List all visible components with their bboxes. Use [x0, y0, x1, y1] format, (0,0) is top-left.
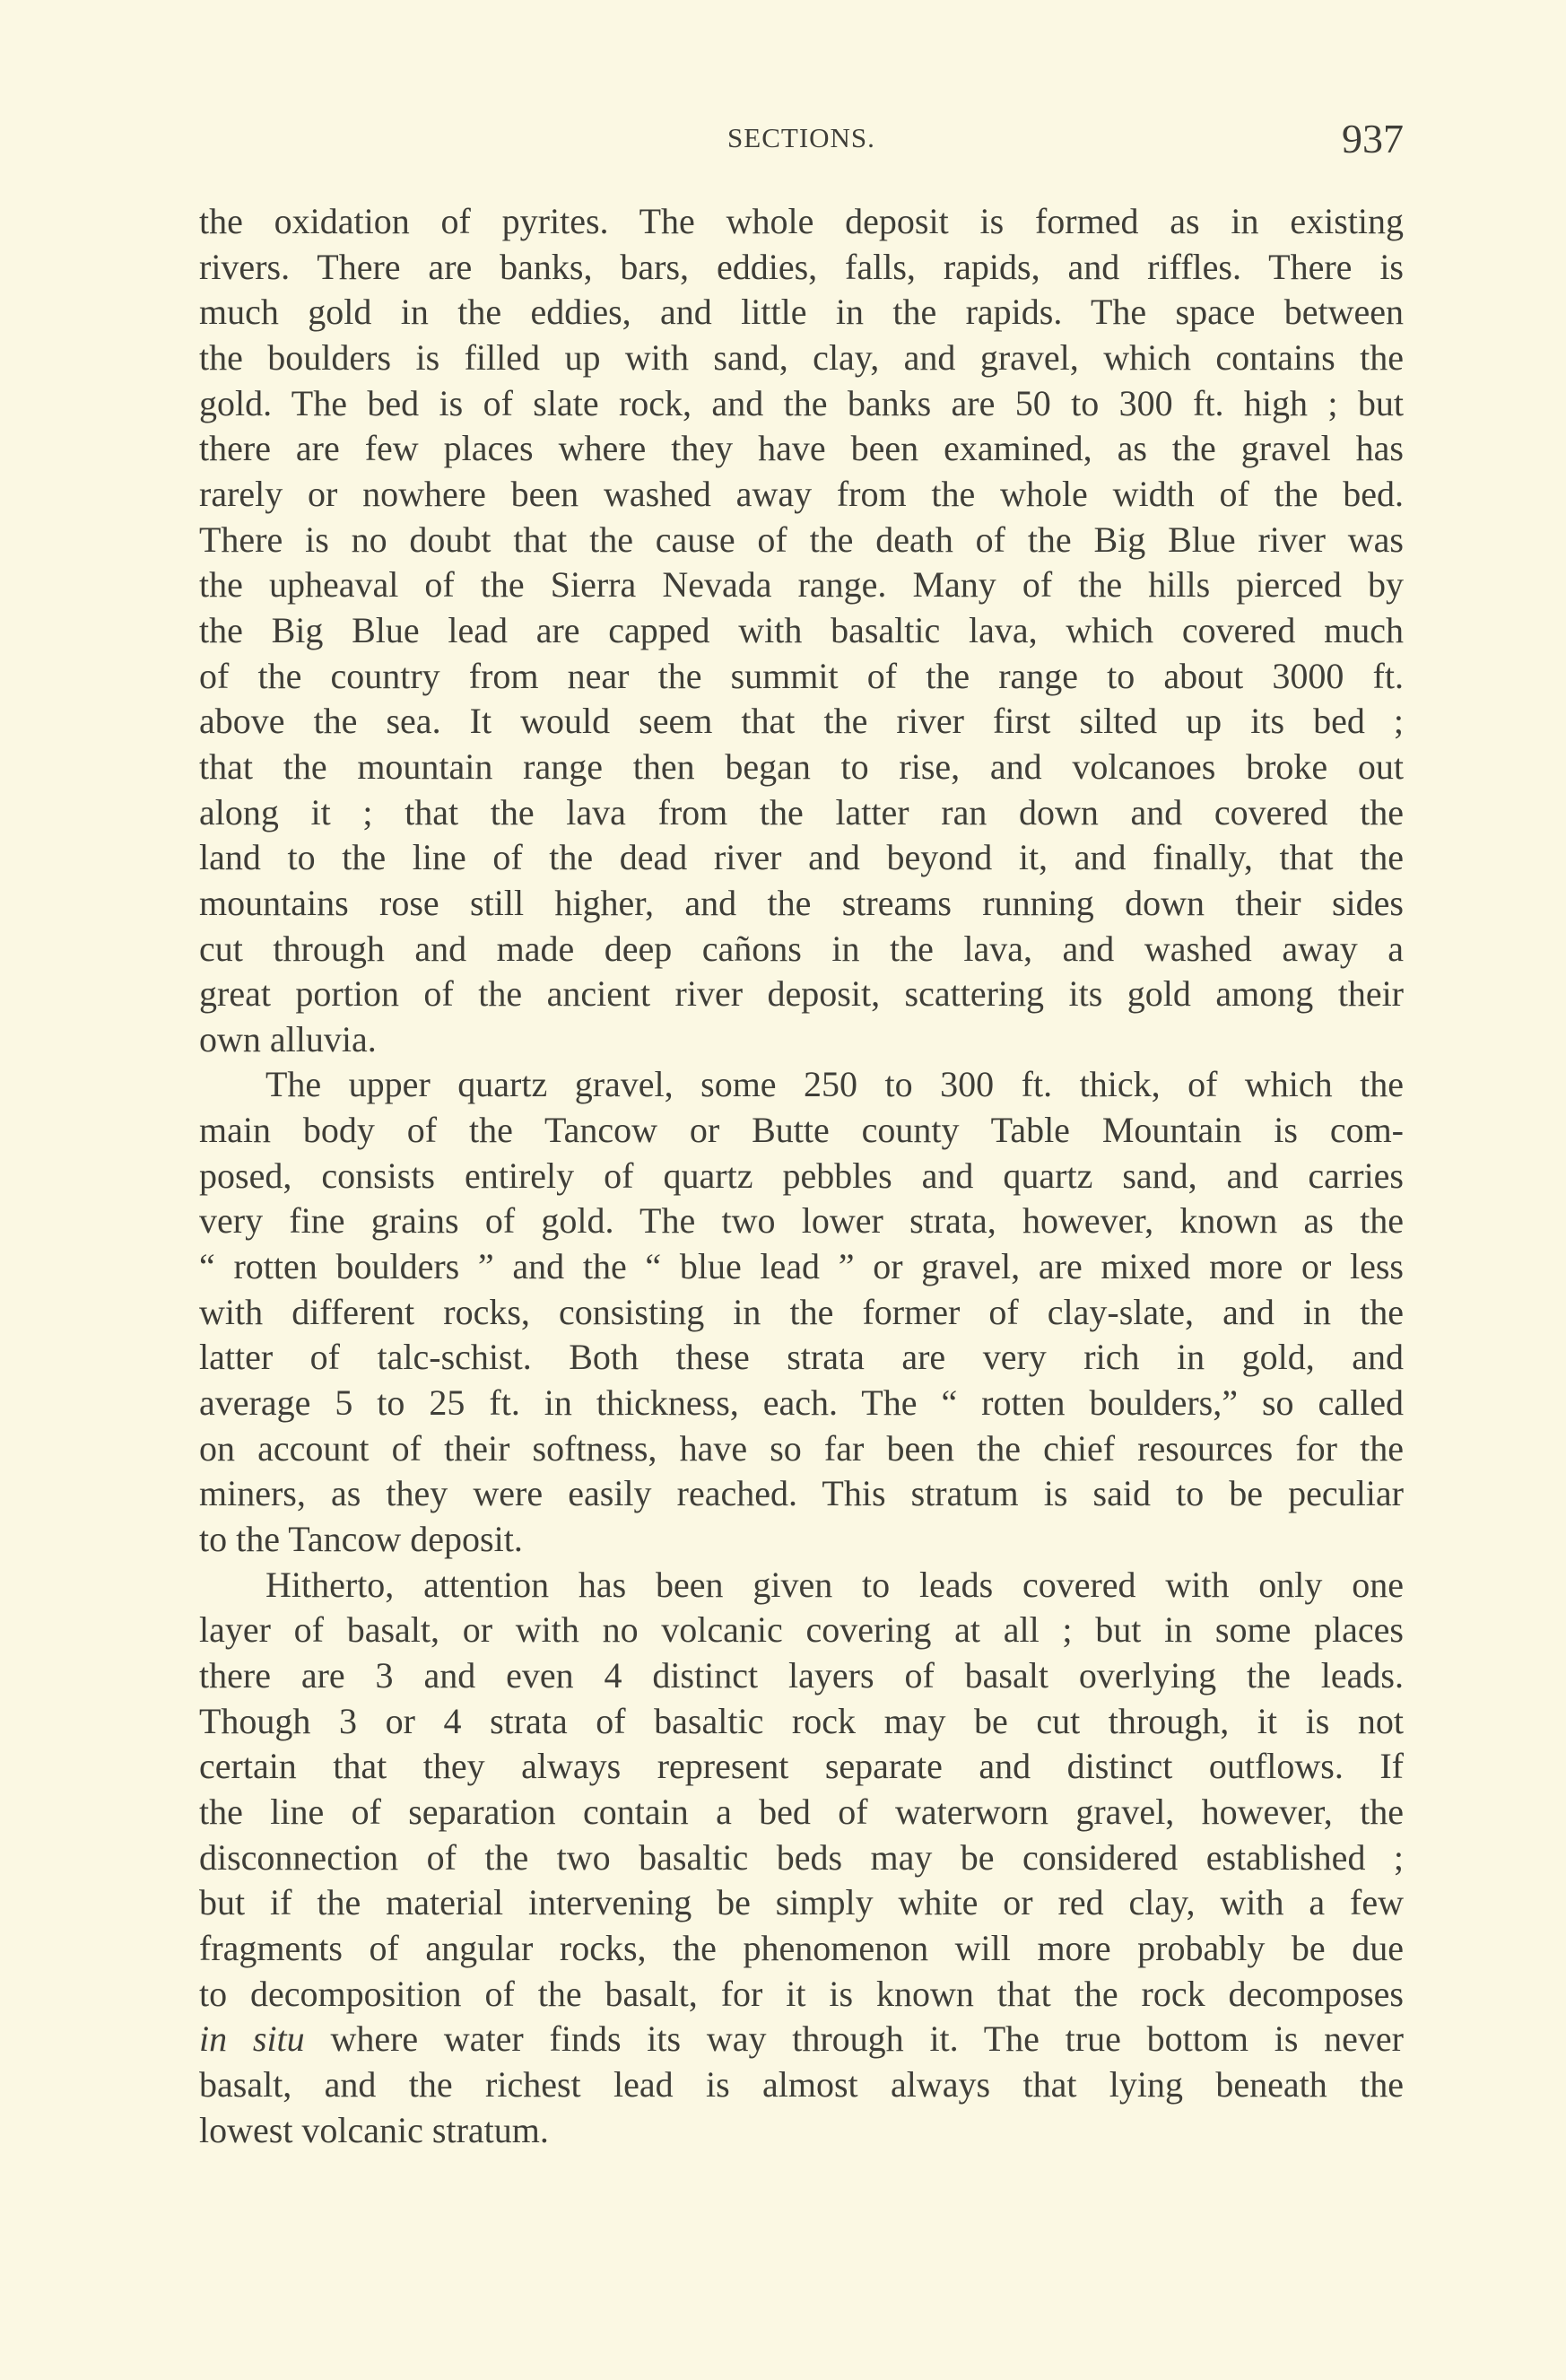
- text-line: very fine grains of gold. The two lower strata, however, known as the: [199, 1200, 1404, 1242]
- text-line: disconnection of the two basaltic beds may be considered established ;: [199, 1836, 1404, 1878]
- text-line: [199, 2017, 1404, 2062]
- text-line: main body of the Tancow or Butte county Table Mountain is com-: [199, 1110, 1404, 1151]
- page-header: [199, 115, 1404, 169]
- text-line: “ rotten boulders ” and the “ blue lead ” or gravel, are mixed more or less: [199, 1246, 1404, 1287]
- text-line: to decomposition of the basalt, for it is known that the rock decomposes: [199, 1973, 1404, 2014]
- text-line: Though 3 or 4 strata of basaltic rock may be cut through, it is not: [199, 1700, 1404, 1741]
- text-line: there are 3 and even 4 distinct layers of basalt overlying the leads.: [199, 1655, 1404, 1696]
- text-line: of the country from near the summit of the range to about 3000 ft.: [199, 655, 1404, 696]
- text-line: The upper quartz gravel, some 250 to 300 ft. thick, of which the: [265, 1064, 1404, 1105]
- text-line: the oxidation of pyrites. The whole deposit is formed as in existing: [199, 201, 1404, 241]
- running-title: SECTIONS.: [727, 122, 875, 153]
- text-line: much gold in the eddies, and little in the rapids. The space between: [199, 292, 1404, 333]
- text-line: along it ; that the lava from the latter ran down and covered the: [199, 791, 1404, 833]
- italic-text: in situ: [199, 2018, 305, 2060]
- text-line: Hitherto, attention has been given to leads covered with only one: [265, 1564, 1404, 1605]
- text-line: own alluvia.: [199, 1018, 377, 1059]
- text-line: layer of basalt, or with no volcanic covering at all ; but in some places: [199, 1609, 1404, 1651]
- text-line: the line of separation contain a bed of waterworn gravel, however, the: [199, 1791, 1404, 1832]
- text-line: cut through and made deep cañons in the lava, and washed away a: [199, 928, 1404, 969]
- text-line: the upheaval of the Sierra Nevada range. Many of the hills pierced by: [199, 564, 1404, 606]
- text-line: rivers. There are banks, bars, eddies, falls, rapids, and riffles. There is: [199, 246, 1404, 287]
- text-span: where water finds its way through it. The true bottom is never: [304, 2018, 1404, 2060]
- text-line: There is no doubt that the cause of the death of the Big Blue river was: [199, 519, 1404, 560]
- text-line: that the mountain range then began to rise, and volcanoes broke out: [199, 745, 1404, 787]
- text-line: with different rocks, consisting in the former of clay-slate, and in the: [199, 1291, 1404, 1332]
- text-line: certain that they always represent separate and distinct outflows. If: [199, 1746, 1404, 1787]
- text-line: above the sea. It would seem that the river first silted up its bed ;: [199, 701, 1404, 742]
- text-line: on account of their softness, have so far been the chief resources for the: [199, 1427, 1404, 1469]
- text-line: latter of talc-schist. Both these strata are very rich in gold, and: [199, 1337, 1404, 1378]
- text-line: average 5 to 25 ft. in thickness, each. The “ rotten boulders,” so called: [199, 1382, 1404, 1424]
- text-line: lowest volcanic stratum.: [199, 2109, 549, 2150]
- text-line: the Big Blue lead are capped with basaltic lava, which covered much: [199, 609, 1404, 650]
- text-line: the boulders is filled up with sand, clay, and gravel, which contains the: [199, 336, 1404, 378]
- text-line: to the Tancow deposit.: [199, 1519, 523, 1560]
- text-line: but if the material intervening be simply white or red clay, with a few: [199, 1882, 1404, 1923]
- text-line: miners, as they were easily reached. This stratum is said to be peculiar: [199, 1473, 1404, 1514]
- text-line: gold. The bed is of slate rock, and the banks are 50 to 300 ft. high ; but: [199, 382, 1404, 423]
- page-number: 937: [1342, 116, 1404, 161]
- text-line: basalt, and the richest lead is almost always that lying beneath the: [199, 2063, 1404, 2105]
- text-line: great portion of the ancient river deposit, scattering its gold among their: [199, 973, 1404, 1015]
- text-line: rarely or nowhere been washed away from the whole width of the bed.: [199, 473, 1404, 514]
- text-line: posed, consists entirely of quartz pebbles and quartz sand, and carries: [199, 1155, 1404, 1196]
- text-line: land to the line of the dead river and beyond it, and finally, that the: [199, 837, 1404, 878]
- text-line: there are few places where they have been examined, as the gravel has: [199, 428, 1404, 469]
- text-line: fragments of angular rocks, the phenomenon will more probably be due: [199, 1927, 1404, 1968]
- text-line: mountains rose still higher, and the streams running down their sides: [199, 882, 1404, 923]
- body-text: [199, 199, 1404, 2153]
